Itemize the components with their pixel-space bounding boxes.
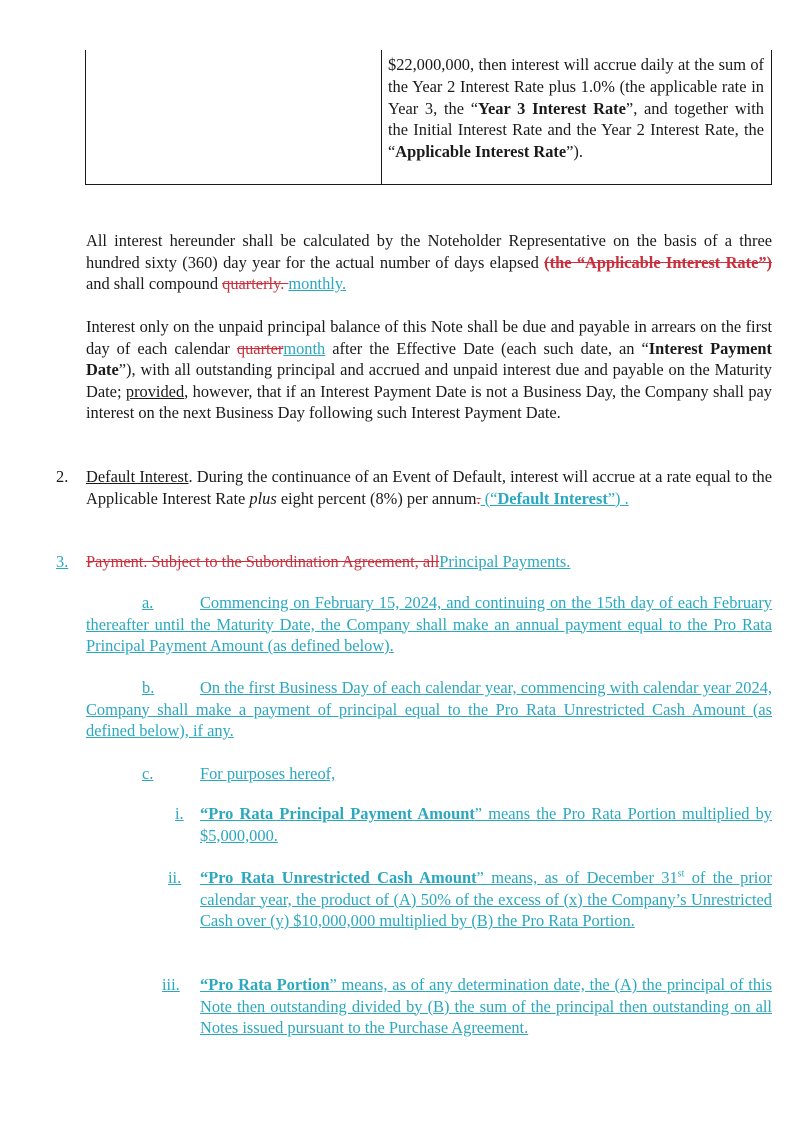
deleted-text: (the “Applicable Interest Rate”) bbox=[544, 252, 773, 272]
item-c-letter: c. bbox=[142, 764, 154, 783]
item-a-text: Commencing on February 15, 2024, and continuing on the 15th day of each February thereafter until the Maturity Date, the Company shall make an annual payment equal to the Pro Rata Principal Payment Amount (as defined below). bbox=[86, 593, 772, 655]
inserted-text: ”) . bbox=[607, 488, 629, 508]
deleted-text: Payment. Subject to the Subordination Agreement, all bbox=[86, 552, 440, 571]
section-2-number: 2. bbox=[56, 467, 69, 486]
inserted-text: month bbox=[283, 338, 326, 358]
item-b-letter: b. bbox=[142, 678, 155, 697]
item-c-text: For purposes hereof, bbox=[200, 764, 336, 783]
definition-ii-numeral: ii. bbox=[168, 868, 182, 887]
interest-only-paragraph: Interest only on the unpaid principal balance of this Note shall be due and payable in arrears on the first day of each calendar quartermonth after the Effective Date (each such date, an “Interest Payment Date”), with all outstanding principal and accrued and unpaid interest due and payable on the Maturity Date; provided, however, that if an Interest Payment Date is not a Business Day, the Company shall pay interest on the next Business Day following such Interest Payment Date. bbox=[86, 317, 773, 422]
definition-i-numeral: i. bbox=[175, 804, 184, 823]
deleted-text: . bbox=[476, 488, 481, 508]
inserted-text: (“ bbox=[480, 488, 498, 508]
section-2-default-interest: Default Interest. During the continuance of an Event of Default, interest will accrue at a rate equal to the Applicable Interest Rate plus eight percent (8%) per annum. (“Default Interest”) . bbox=[86, 467, 772, 508]
item-a-letter: a. bbox=[142, 593, 154, 612]
definition-iii-text: “Pro Rata Portion” means, as of any determination date, the (A) the principal of this Note then outstanding divided by (B) the sum of the principal then outstanding on all Notes issued pursuant to the Purchase Agreement. bbox=[200, 975, 772, 1037]
deleted-text: quarterly. bbox=[222, 274, 289, 293]
section-3-heading bbox=[86, 551, 772, 573]
table-cell-left bbox=[85, 50, 382, 185]
interest-rate-table bbox=[85, 50, 772, 186]
definition-iii-numeral: iii. bbox=[162, 975, 180, 994]
definition-i-text: “Pro Rata Principal Payment Amount” means the Pro Rata Portion multiplied by $5,000,000. bbox=[200, 804, 772, 845]
inserted-text: Principal Payments. bbox=[439, 552, 571, 571]
deleted-text: quarter bbox=[236, 338, 284, 358]
section-2-title: Default Interest bbox=[86, 467, 189, 486]
section-3-number: 3. bbox=[56, 552, 69, 571]
interest-calculation-paragraph: All interest hereunder shall be calculated by the Noteholder Representative on the basis of a three hundred sixty (360) day year for the actual number of days elapsed (the “Applicable Interest Rate”) and shall compound quarterly. monthly. bbox=[86, 231, 773, 293]
table-cell-text: $22,000,000, then interest will accrue daily at the sum of the Year 2 Interest Rate plus 1.0% (the applicable rate in Year 3, the “Year 3 Interest Rate”, and together with the Initial Interest Rate and the Year 2 Interest Rate, the “Applicable Interest Rate”). bbox=[388, 55, 764, 162]
item-b-text: On the first Business Day of each calendar year, commencing with calendar year 2024, Company shall make a payment of principal equal to the Pro Rata Unrestricted Cash Amount (as defined below), if any. bbox=[86, 678, 772, 740]
definition-ii-text: “Pro Rata Unrestricted Cash Amount” means, as of December 31st of the prior calendar year, the product of (A) 50% of the excess of (x) the Company’s Unrestricted Cash over (y) $10,000,000 multiplied by (B) the Pro Rata Portion. bbox=[200, 868, 772, 930]
inserted-text: Default Interest bbox=[497, 488, 608, 508]
inserted-text: monthly. bbox=[288, 274, 347, 293]
